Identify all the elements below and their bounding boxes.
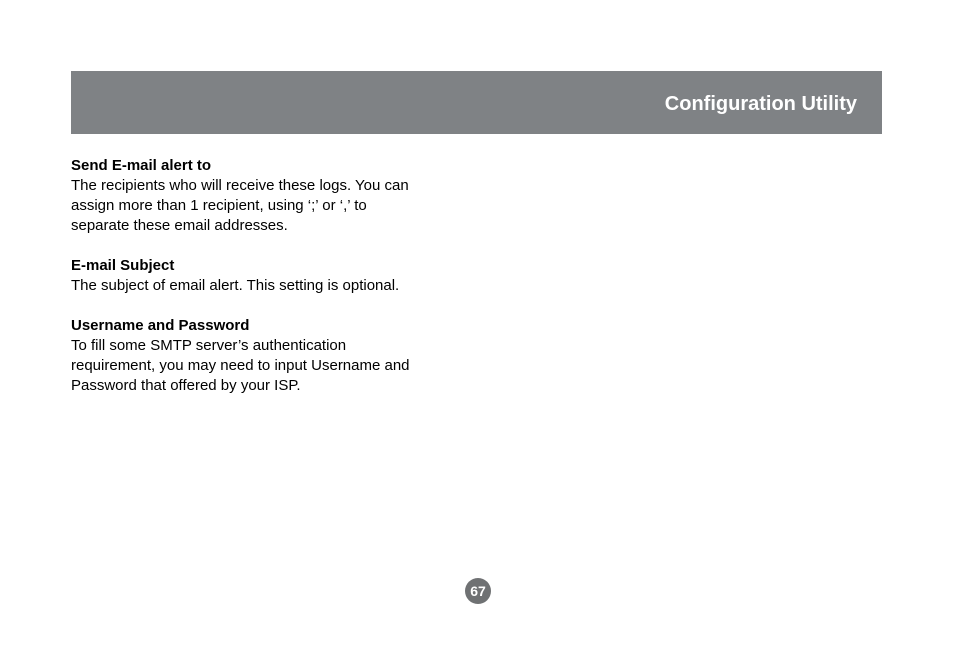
body-line: To fill some SMTP server’s authentication <box>71 337 347 354</box>
body-line: Password that offered by your ISP. <box>71 377 301 394</box>
body-line: requirement, you may need to input Username and <box>71 357 410 374</box>
section-title: E-mail Subject <box>71 257 175 274</box>
section-email-subject <box>71 256 461 296</box>
page-title: Configuration Utility <box>664 93 857 115</box>
section-username-password <box>71 316 461 396</box>
section-title: Send E-mail alert to <box>71 157 212 174</box>
section-send-email-alert <box>71 156 461 236</box>
section-body <box>71 336 461 396</box>
main-content <box>71 156 461 416</box>
section-title: Username and Password <box>71 317 250 334</box>
body-line: assign more than 1 recipient, using ‘;’ or ‘,’ to <box>71 197 367 214</box>
section-body <box>71 276 461 296</box>
body-line: The recipients who will receive these logs. You can <box>71 177 409 194</box>
page-number-badge: 67 <box>465 578 491 604</box>
header-bar <box>71 71 882 134</box>
section-body <box>71 176 461 236</box>
body-line: The subject of email alert. This setting is optional. <box>71 277 400 294</box>
body-line: separate these email addresses. <box>71 217 288 234</box>
